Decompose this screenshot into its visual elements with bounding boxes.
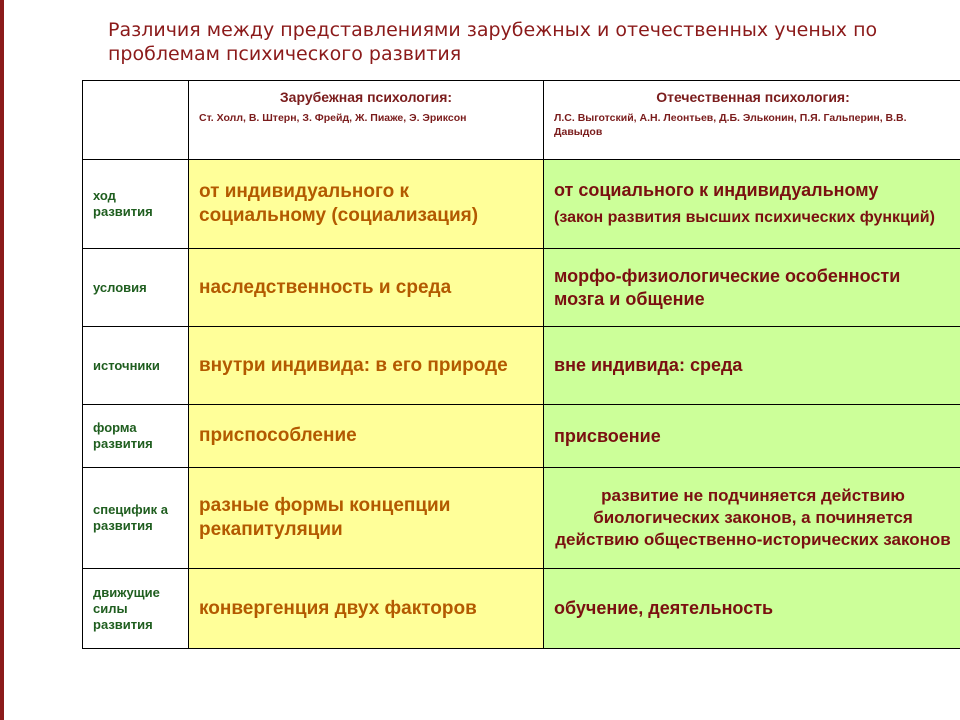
domestic-cell-note: (закон развития высших психических функций) (554, 209, 935, 226)
table-row-sources (83, 327, 960, 405)
foreign-scientists: Ст. Холл, В. Штерн, З. Фрейд, Ж. Пиаже, Э. Эриксон (199, 112, 467, 124)
foreign-cell: внутри индивида: в его природе (189, 327, 544, 405)
slide-accent-line (0, 0, 4, 720)
domestic-cell: морфо-физиологические особенности мозга и общение (544, 249, 960, 327)
comparison-table (82, 80, 960, 649)
foreign-cell: разные формы концепции рекапитуляции (189, 468, 544, 569)
table-row-development-course (83, 160, 960, 249)
table-row-conditions (83, 249, 960, 327)
table-header-row (83, 81, 960, 160)
domestic-scientists: Л.С. Выготский, А.Н. Леонтьев, Д.Б. Эльконин, П.Я. Гальперин, В.В. Давыдов (554, 112, 907, 138)
foreign-cell: от индивидуального к социальному (социализация) (189, 160, 544, 249)
row-label: специфик а развития (83, 468, 189, 569)
header-empty-cell (83, 81, 189, 160)
row-label: ход развития (83, 160, 189, 249)
domestic-cell: развитие не подчиняется действию биологических законов, а починяется действию общественно-исторических законов (544, 468, 960, 569)
domestic-cell (544, 160, 960, 249)
domestic-cell-main: от социального к индивидуальному (554, 180, 879, 200)
foreign-cell: наследственность и среда (189, 249, 544, 327)
domestic-cell: присвоение (544, 405, 960, 468)
table-row-development-specifics (83, 468, 960, 569)
table-row-development-form (83, 405, 960, 468)
domestic-cell: вне индивида: среда (544, 327, 960, 405)
row-label: движущие силы развития (83, 569, 189, 649)
table-row-driving-forces (83, 569, 960, 649)
foreign-title: Зарубежная психология: (279, 89, 453, 105)
row-label: форма развития (83, 405, 189, 468)
foreign-cell: приспособление (189, 405, 544, 468)
header-domestic-psychology (544, 81, 960, 160)
row-label: условия (83, 249, 189, 327)
domestic-cell: обучение, деятельность (544, 569, 960, 649)
domestic-title: Отечественная психология: (656, 89, 850, 105)
foreign-cell: конвергенция двух факторов (189, 569, 544, 649)
slide-title: Различия между представлениями зарубежных и отечественных ученых по проблемам психического развития (108, 19, 878, 65)
header-foreign-psychology (189, 81, 544, 160)
row-label: источники (83, 327, 189, 405)
